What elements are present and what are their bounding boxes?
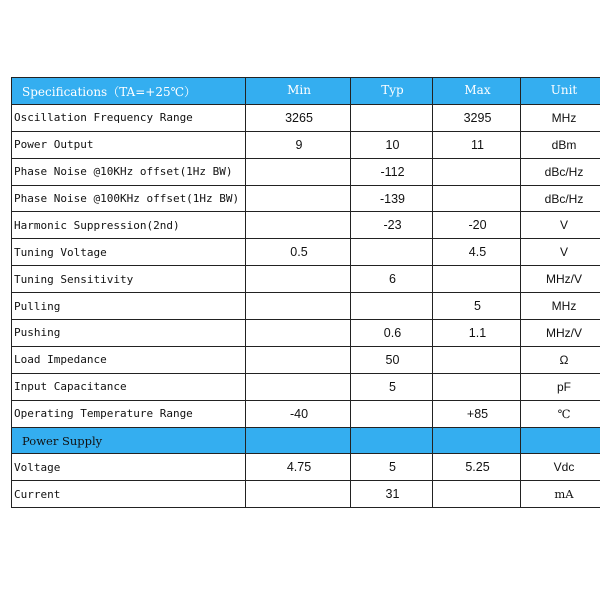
- section-empty-cell: [433, 427, 521, 454]
- typ-cell: -139: [351, 185, 433, 212]
- unit-cell: V: [521, 212, 600, 239]
- table-row: [12, 158, 600, 185]
- header-typ: Typ: [351, 78, 433, 105]
- table-row: [12, 131, 600, 158]
- unit-cell: dBm: [521, 131, 600, 158]
- typ-cell: 10: [351, 131, 433, 158]
- max-cell: 4.5: [433, 239, 521, 266]
- max-cell: [433, 481, 521, 508]
- unit-cell: Ω: [521, 346, 600, 373]
- unit-cell: mA: [521, 481, 600, 508]
- param-cell: Harmonic Suppression(2nd): [12, 212, 246, 239]
- section-title: Power Supply: [12, 427, 246, 454]
- max-cell: 1.1: [433, 320, 521, 347]
- max-cell: 5.25: [433, 454, 521, 481]
- section-empty-cell: [351, 427, 433, 454]
- max-cell: -20: [433, 212, 521, 239]
- param-cell: Pulling: [12, 293, 246, 320]
- typ-cell: [351, 239, 433, 266]
- max-cell: 3295: [433, 104, 521, 131]
- unit-cell: V: [521, 239, 600, 266]
- param-cell: Phase Noise @10KHz offset(1Hz BW): [12, 158, 246, 185]
- param-cell: Tuning Sensitivity: [12, 266, 246, 293]
- max-cell: [433, 346, 521, 373]
- param-cell: Operating Temperature Range: [12, 400, 246, 427]
- min-cell: [246, 185, 351, 212]
- typ-cell: 31: [351, 481, 433, 508]
- param-cell: Oscillation Frequency Range: [12, 104, 246, 131]
- min-cell: -40: [246, 400, 351, 427]
- min-cell: [246, 320, 351, 347]
- table-row: [12, 400, 600, 427]
- table-row: [12, 266, 600, 293]
- min-cell: [246, 212, 351, 239]
- param-cell: Pushing: [12, 320, 246, 347]
- unit-cell: MHz: [521, 104, 600, 131]
- specifications-table: [11, 77, 600, 508]
- max-cell: [433, 185, 521, 212]
- min-cell: [246, 158, 351, 185]
- min-cell: 4.75: [246, 454, 351, 481]
- unit-cell: ℃: [521, 400, 600, 427]
- typ-cell: -112: [351, 158, 433, 185]
- table-row: [12, 212, 600, 239]
- min-cell: [246, 266, 351, 293]
- typ-cell: 5: [351, 454, 433, 481]
- param-cell: Power Output: [12, 131, 246, 158]
- table-row: [12, 185, 600, 212]
- table-row: [12, 239, 600, 266]
- min-cell: 9: [246, 131, 351, 158]
- min-cell: 3265: [246, 104, 351, 131]
- typ-cell: -23: [351, 212, 433, 239]
- typ-cell: 6: [351, 266, 433, 293]
- min-cell: [246, 293, 351, 320]
- table-row: [12, 293, 600, 320]
- table-header-row: [12, 78, 600, 105]
- min-cell: [246, 481, 351, 508]
- unit-cell: Vdc: [521, 454, 600, 481]
- typ-cell: 5: [351, 373, 433, 400]
- min-cell: [246, 373, 351, 400]
- table-row: [12, 481, 600, 508]
- section-empty-cell: [521, 427, 600, 454]
- table-row: [12, 320, 600, 347]
- typ-cell: [351, 104, 433, 131]
- table-row: [12, 346, 600, 373]
- max-cell: [433, 158, 521, 185]
- unit-cell: dBc/Hz: [521, 158, 600, 185]
- unit-cell: pF: [521, 373, 600, 400]
- max-cell: [433, 373, 521, 400]
- typ-cell: 0.6: [351, 320, 433, 347]
- min-cell: 0.5: [246, 239, 351, 266]
- header-max: Max: [433, 78, 521, 105]
- typ-cell: [351, 293, 433, 320]
- param-cell: Tuning Voltage: [12, 239, 246, 266]
- power-supply-section-header: [12, 427, 600, 454]
- header-specifications: Specifications（TA=+25℃）: [12, 78, 246, 105]
- header-unit: Unit: [521, 78, 600, 105]
- unit-cell: MHz/V: [521, 320, 600, 347]
- max-cell: [433, 266, 521, 293]
- typ-cell: 50: [351, 346, 433, 373]
- header-min: Min: [246, 78, 351, 105]
- max-cell: +85: [433, 400, 521, 427]
- typ-cell: [351, 400, 433, 427]
- min-cell: [246, 346, 351, 373]
- table-row: [12, 373, 600, 400]
- param-cell: Voltage: [12, 454, 246, 481]
- param-cell: Input Capacitance: [12, 373, 246, 400]
- unit-cell: MHz: [521, 293, 600, 320]
- max-cell: 11: [433, 131, 521, 158]
- unit-cell: MHz/V: [521, 266, 600, 293]
- param-cell: Current: [12, 481, 246, 508]
- param-cell: Phase Noise @100KHz offset(1Hz BW): [12, 185, 246, 212]
- max-cell: 5: [433, 293, 521, 320]
- table-row: [12, 454, 600, 481]
- unit-cell: dBc/Hz: [521, 185, 600, 212]
- param-cell: Load Impedance: [12, 346, 246, 373]
- section-empty-cell: [246, 427, 351, 454]
- table-row: [12, 104, 600, 131]
